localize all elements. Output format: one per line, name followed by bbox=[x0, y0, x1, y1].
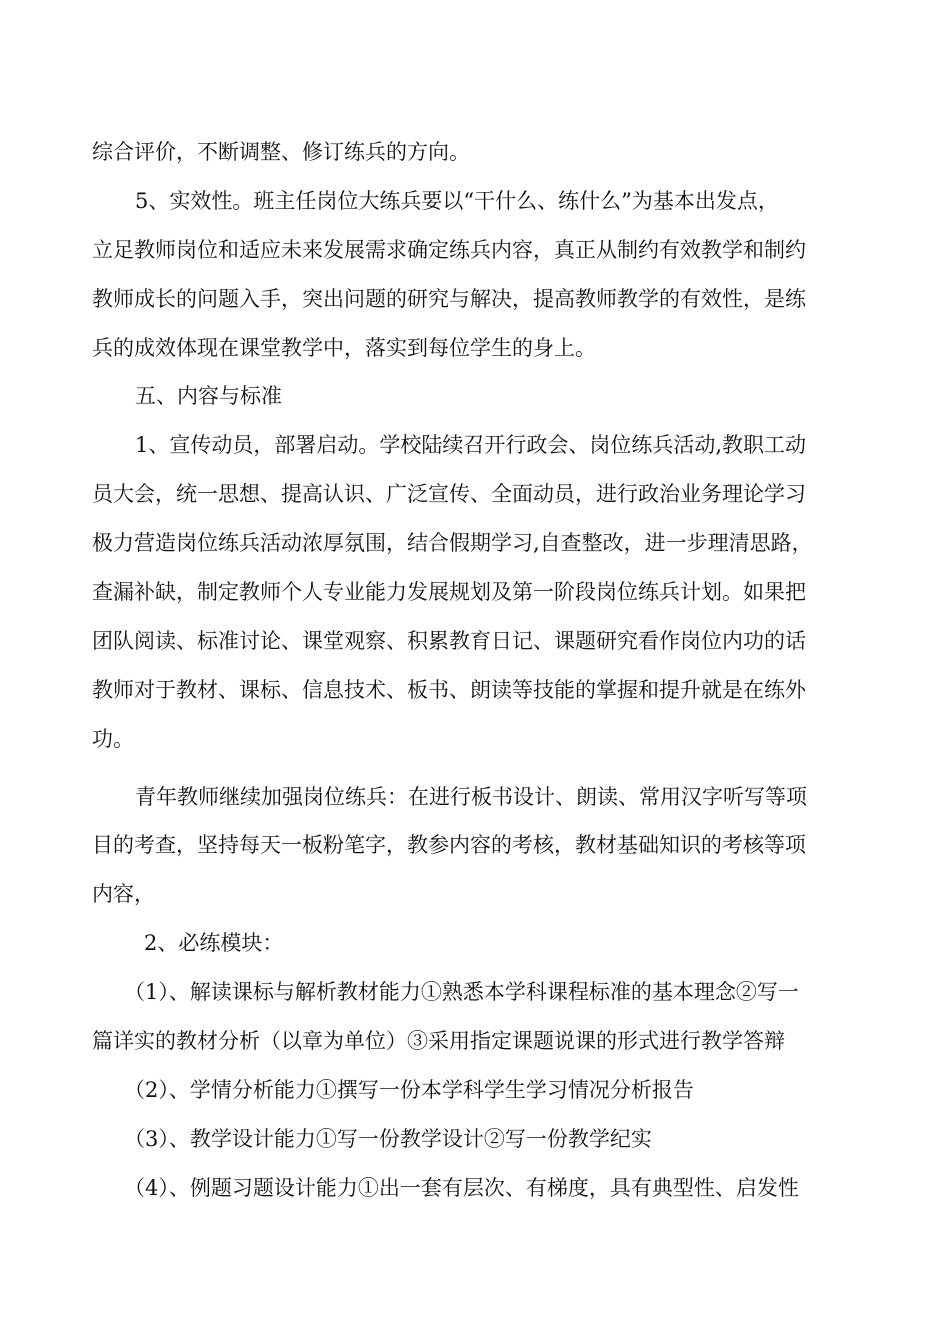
list-item: （1）、解读课标与解析教材能力①熟悉本学科课程标准的基本理念②写一 bbox=[124, 980, 799, 1005]
paragraph-line: 青年教师继续加强岗位练兵：在进行板书设计、朗读、常用汉字听写等项 bbox=[135, 784, 807, 809]
paragraph-line: 综合评价，不断调整、修订练兵的方向。 bbox=[92, 140, 470, 164]
paragraph-line: 目的考查，坚持每天一板粉笔字，教参内容的考核，教材基础知识的考核等项 bbox=[92, 833, 806, 858]
paragraph-line: 5、实效性。班主任岗位大练兵要以“干什么、练什么”为基本出发点， bbox=[135, 188, 779, 213]
paragraph-line: 极力营造岗位练兵活动浓厚氛围，结合假期学习,自查整改，进一步理清思路， bbox=[92, 531, 813, 556]
paragraph-line: 查漏补缺，制定教师个人专业能力发展规划及第一阶段岗位练兵计划。如果把 bbox=[92, 580, 806, 605]
section-heading: 2、必练模块： bbox=[144, 931, 284, 956]
paragraph-line: 立足教师岗位和适应未来发展需求确定练兵内容，真正从制约有效教学和制约 bbox=[92, 237, 806, 262]
document-body bbox=[92, 128, 868, 1213]
paragraph-line: 教师成长的问题入手，突出问题的研究与解决，提高教师教学的有效性，是练 bbox=[92, 286, 806, 311]
list-item: （4）、例题习题设计能力①出一套有层次、有梯度，具有典型性、启发性 bbox=[124, 1175, 799, 1200]
paragraph-gap bbox=[92, 764, 868, 773]
paragraph-line: 教师对于教材、课标、信息技术、板书、朗读等技能的掌握和提升就是在练外 bbox=[92, 677, 806, 702]
paragraph-line: 内容， bbox=[92, 882, 155, 907]
paragraph-line: 1、宣传动员，部署启动。学校陆续召开行政会、岗位练兵活动,教职工动 bbox=[135, 433, 807, 458]
paragraph-line: 团队阅读、标准讨论、课堂观察、积累教育日记、课题研究看作岗位内功的话 bbox=[92, 628, 806, 653]
paragraph-line: 功。 bbox=[92, 726, 134, 751]
list-item: （3）、教学设计能力①写一份教学设计②写一份教学纪实 bbox=[124, 1126, 652, 1151]
paragraph-line: 兵的成效体现在课堂教学中，落实到每位学生的身上。 bbox=[92, 335, 596, 360]
paragraph-line: 员大会，统一思想、提高认识、广泛宣传、全面动员，进行政治业务理论学习 bbox=[92, 482, 806, 507]
list-item: （2）、学情分析能力①撰写一份本学科学生学习情况分析报告 bbox=[124, 1077, 694, 1102]
list-item-continuation: 篇详实的教材分析（以章为单位）③采用指定课题说课的形式进行教学答辩 bbox=[92, 1029, 785, 1054]
section-heading: 五、内容与标准 bbox=[135, 384, 282, 409]
